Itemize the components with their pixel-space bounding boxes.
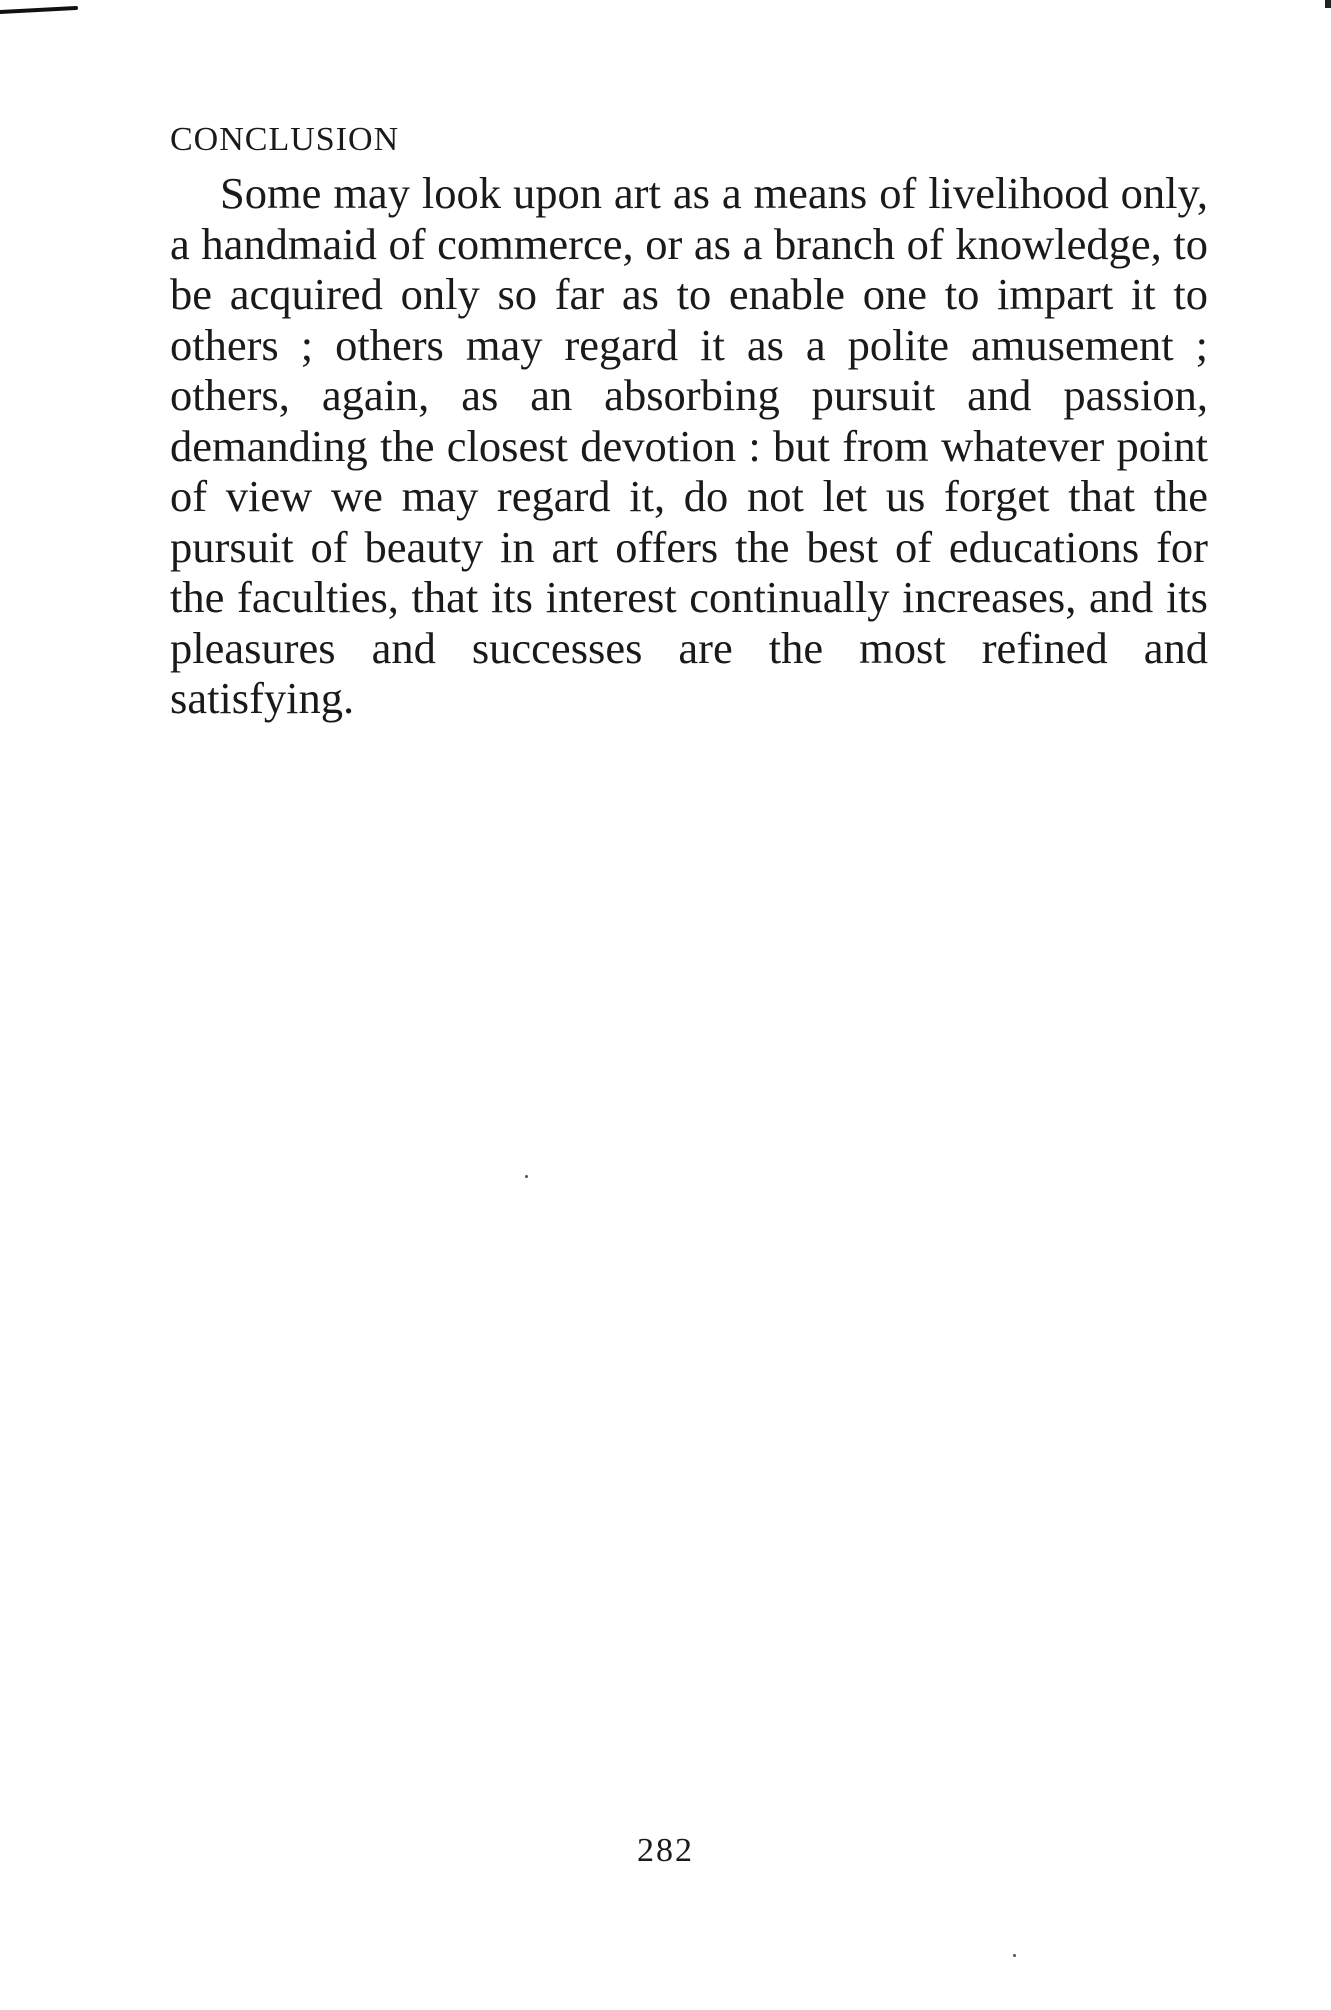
scan-edge-mark-right <box>1325 0 1331 8</box>
scan-edge-mark <box>0 6 78 14</box>
page-number: 282 <box>637 1832 694 1869</box>
section-heading: CONCLUSION <box>170 121 400 158</box>
scan-speck <box>525 1175 528 1178</box>
body-paragraph: Some may look upon art as a means of livelihood only, a handmaid of commerce, or as a branch of knowledge, to be acquired only so far as to enable one to impart it to others ; others may regard it as a polite amusement ; others, again, as an absorbing pursuit and passion, demanding the closest devotion : but from whatever point of view we may regard it, do not let us forget that the pursuit of beauty in art offers the best of educations for the faculties, that its interest continually increases, and its pleasures and successes are the most refined and satisfying. <box>170 168 1208 723</box>
scan-speck <box>1013 1954 1016 1957</box>
